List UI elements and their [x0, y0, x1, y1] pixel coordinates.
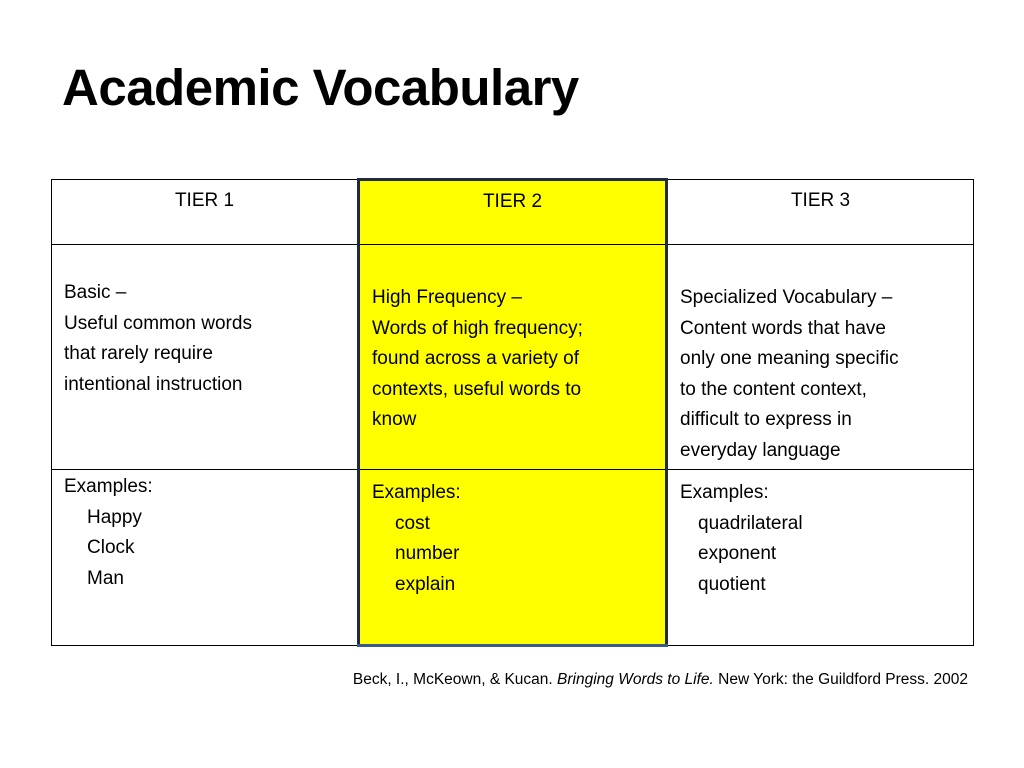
tier-2-examples — [359, 470, 667, 646]
description-line: contexts, useful words to — [372, 378, 582, 400]
description-line: Basic – — [64, 282, 127, 303]
example-word: number — [395, 543, 460, 564]
citation-book-title: Bringing Words to Life. — [557, 671, 714, 688]
example-word: Man — [87, 567, 124, 589]
tier-2-description — [359, 245, 667, 470]
citation-authors: Beck, I., McKeown, & Kucan. — [352, 671, 558, 688]
description-line: intentional instruction — [64, 373, 243, 395]
description-line: Words of high frequency; — [372, 317, 583, 339]
citation-publisher: New York: the Guildford Press. 2002 — [713, 671, 968, 688]
header-row — [52, 180, 974, 245]
tier-1-description — [52, 245, 359, 470]
description-line: only one meaning specific — [680, 348, 899, 369]
example-word: explain — [395, 573, 456, 595]
description-line: to the content context, — [680, 378, 867, 400]
example-word: Clock — [87, 537, 135, 558]
description-line: everyday language — [680, 439, 841, 461]
example-word: exponent — [698, 543, 777, 564]
example-word: quotient — [698, 573, 766, 595]
examples-row — [52, 470, 974, 646]
description-row — [52, 245, 974, 470]
tier-1-examples — [52, 470, 359, 646]
description-line: that rarely require — [64, 343, 213, 364]
example-word: quadrilateral — [698, 512, 803, 534]
tier-table — [51, 178, 974, 647]
description-line: difficult to express in — [680, 409, 852, 430]
header-tier-2: TIER 2 — [359, 180, 667, 245]
citation — [353, 671, 968, 689]
description-line: High Frequency – — [372, 287, 522, 308]
slide-title: Academic Vocabulary — [62, 59, 579, 116]
description-line: know — [372, 409, 417, 430]
description-line: Content words that have — [680, 317, 886, 339]
example-word: Happy — [87, 506, 142, 528]
examples-label: Examples: — [372, 482, 461, 503]
examples-label: Examples: — [64, 476, 153, 497]
tier-3-description — [667, 245, 974, 470]
description-line: Specialized Vocabulary – — [680, 287, 893, 308]
header-tier-1: TIER 1 — [52, 180, 359, 245]
tier-3-examples — [667, 470, 974, 646]
description-line: found across a variety of — [372, 348, 579, 369]
description-line: Useful common words — [64, 312, 252, 334]
header-tier-3: TIER 3 — [667, 180, 974, 245]
example-word: cost — [395, 512, 430, 534]
examples-label: Examples: — [680, 482, 769, 503]
